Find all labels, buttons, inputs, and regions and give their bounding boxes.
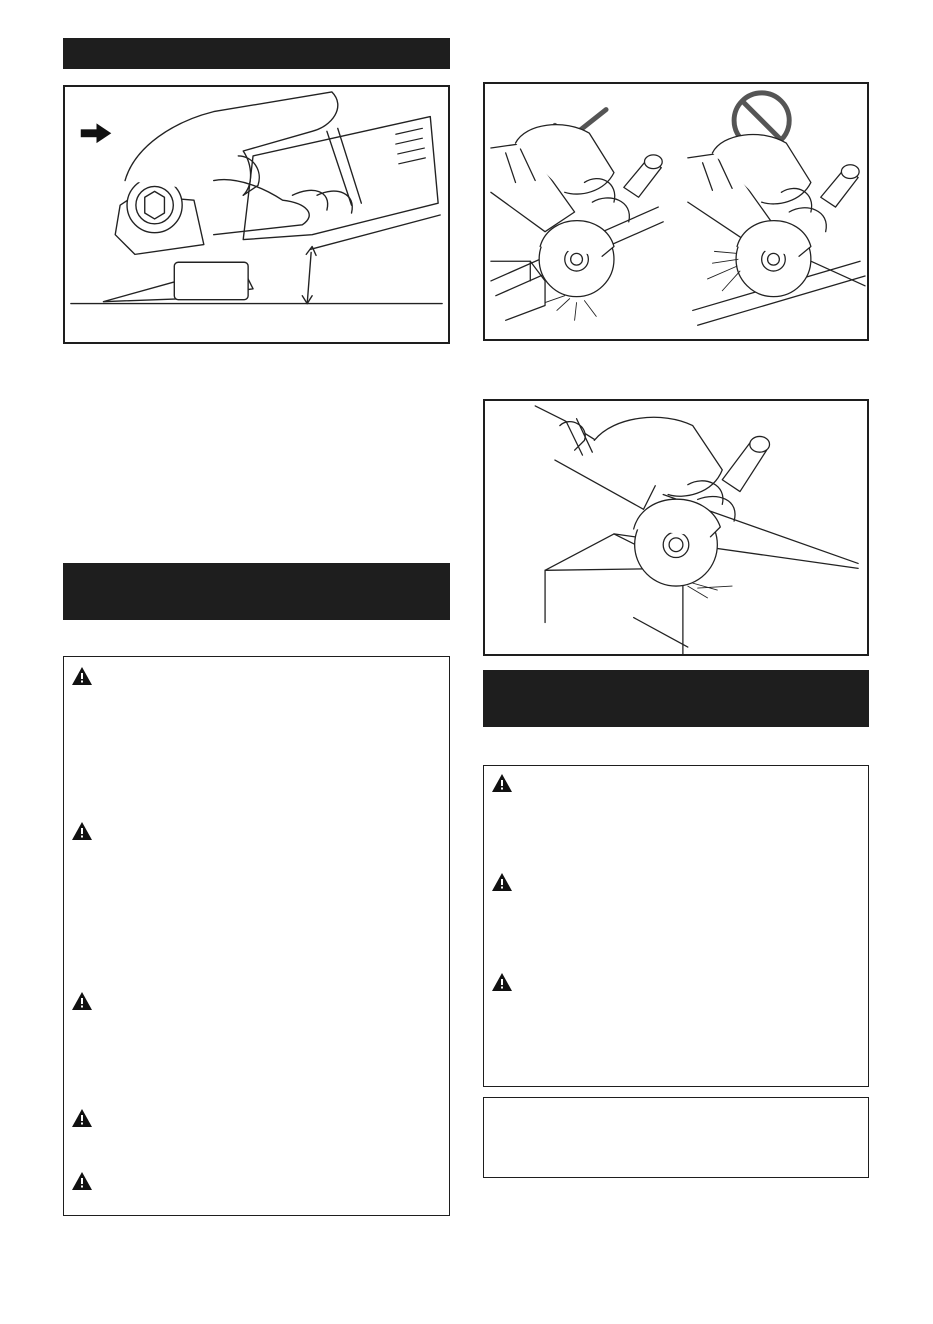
warning-triangle-icon (71, 1171, 93, 1191)
warning-triangle-icon (71, 991, 93, 1011)
section-heading-bar (483, 670, 869, 727)
warning-triangle-icon (491, 872, 513, 892)
warning-triangle-icon (71, 666, 93, 686)
figure-grinding-angle (63, 85, 450, 344)
arrow-right-icon (81, 123, 112, 143)
warning-box-left (63, 656, 450, 1216)
warning-triangle-icon (491, 972, 513, 992)
section-heading-bar (63, 38, 450, 69)
block-cutting-illustration (485, 401, 867, 654)
section-heading-bar (63, 563, 450, 620)
cutting-comparison-illustration (485, 84, 867, 339)
warning-box-right (483, 765, 869, 1087)
warning-triangle-icon (491, 773, 513, 793)
warning-triangle-icon (71, 821, 93, 841)
figure-cutting-block (483, 399, 869, 656)
warning-triangle-icon (71, 1108, 93, 1128)
figure-cutting-correct-vs-wrong (483, 82, 869, 341)
note-box (483, 1097, 869, 1178)
grinding-illustration (65, 87, 448, 342)
